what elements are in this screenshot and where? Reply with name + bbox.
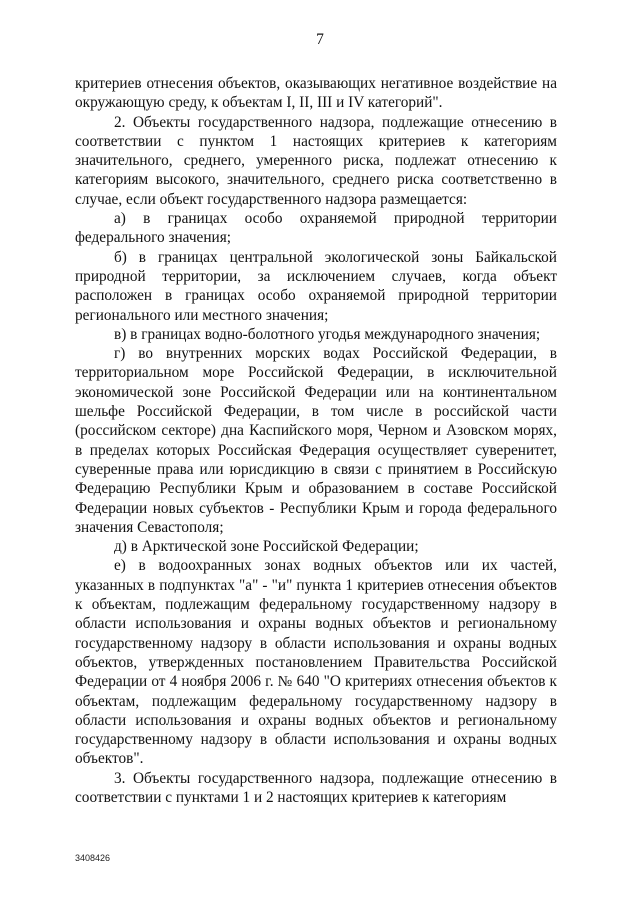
paragraph-continuation: критериев отнесения объектов, оказывающих негативное воздействие на окружающую среду, к объектам I, II, III и IV категорий".: [75, 75, 557, 112]
subitem-d: д) в Арктической зоне Российской Федерации;: [114, 538, 419, 556]
paragraph-3: 3. Объекты государственного надзора, подлежащие отнесению в соответствии с пунктами 1 и 2 настоящих критериев к категориям: [75, 769, 557, 806]
subitem-v: в) в границах водно-болотного угодья международного значения;: [114, 325, 541, 343]
subitem-e: е) в водоохранных зонах водных объектов или их частей, указанных в подпунктах "а" - "и" пункта 1 критериев отнесения объектов к объектам, подлежащим федеральному государственному надзору в области использования и охраны водных объектов и региональному государственному надзору в области использования и охраны водных объектов, утвержденных постановлением Правительства Российской Федерации от 4 ноября 2006 г. № 640 "О критериях отнесения объектов к объектам, подлежащим федеральному государственному надзору в области использования и охраны водных объектов и региональному государственному надзору в области использования и охраны водных объектов".: [75, 557, 557, 768]
document-body: [75, 74, 557, 807]
page-number: 7: [316, 31, 324, 48]
subitem-g: г) во внутренних морских водах Российской Федерации, в территориальном море Российской Федерации, в исключительной экономической зоне Российской Федерации или на континентальном шельфе Российской Федерации, в том числе в российской части (российском секторе) дна Каспийского моря, Черном и Азовском морях, в пределах которых Российская Федерация осуществляет суверенитет, суверенные права или юрисдикцию в связи с принятием в Российскую Федерацию Республики Крым и образованием в составе Российской Федерации новых субъектов - Республики Крым и города федерального значения Севастополя;: [75, 345, 557, 536]
document-code: 3408426: [75, 853, 111, 863]
paragraph-2: 2. Объекты государственного надзора, подлежащие отнесению в соответствии с пунктом 1 настоящих критериев к категориям значительного, среднего, умеренного риска, подлежат отнесению к категориям высокого, значительного, среднего риска соответственно в случае, если объект государственного надзора размещается:: [75, 113, 557, 208]
subitem-b: б) в границах центральной экологической зоны Байкальской природной территории, за исключением случаев, когда объект расположен в границах особо охраняемой природной территории регионального или местного значения;: [75, 248, 557, 324]
subitem-a: а) в границах особо охраняемой природной территории федерального значения;: [75, 210, 557, 247]
